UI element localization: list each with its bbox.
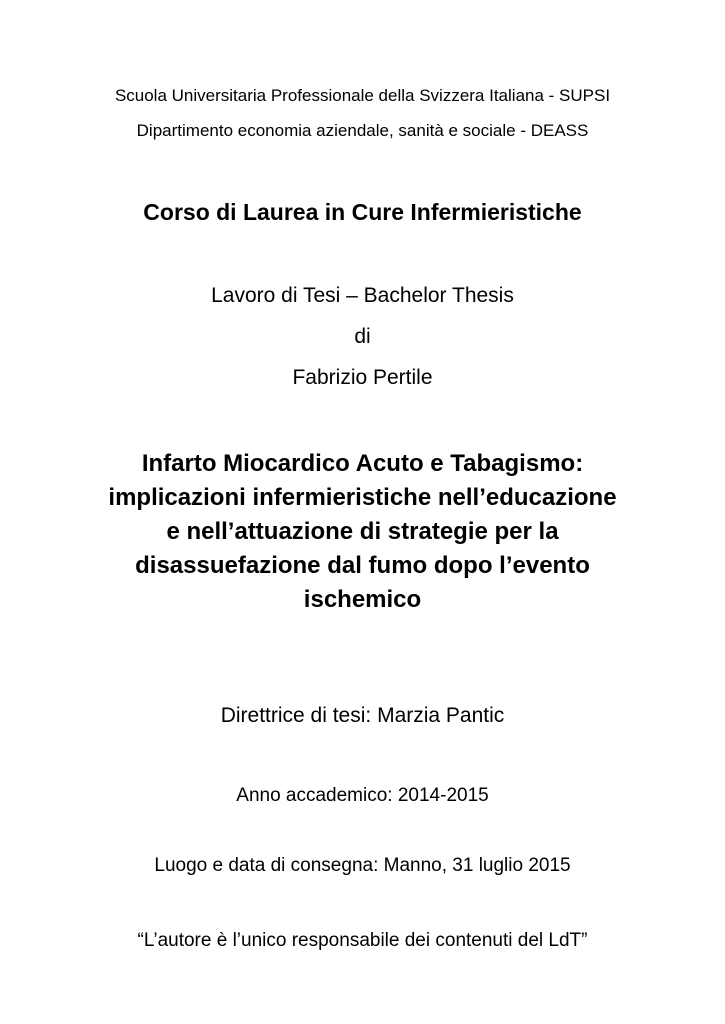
by-label: di [354, 325, 371, 348]
place-and-date: Luogo e data di consegna: Manno, 31 luglio 2015 [154, 855, 571, 876]
school-name: Scuola Universitaria Professionale della Svizzera Italiana - SUPSI [114, 86, 611, 105]
thesis-title [0, 447, 725, 617]
thesis-title-line: implicazioni infermieristiche nell’educazione [108, 484, 617, 511]
thesis-type: Lavoro di Tesi – Bachelor Thesis [211, 284, 514, 307]
department-name: Dipartimento economia aziendale, sanità e sociale - DEASS [136, 121, 589, 140]
course-title: Corso di Laurea in Cure Infermieristiche [143, 199, 582, 225]
thesis-title-line: e nell’attuazione di strategie per la [166, 518, 559, 545]
academic-year: Anno accademico: 2014-2015 [236, 785, 489, 806]
disclaimer: “L’autore è l’unico responsabile dei contenuti del LdT” [137, 930, 588, 951]
author-name: Fabrizio Pertile [292, 366, 433, 389]
supervisor: Direttrice di tesi: Marzia Pantic [220, 704, 505, 727]
thesis-title-line: disassuefazione dal fumo dopo l’evento [135, 552, 590, 579]
thesis-title-line: Infarto Miocardico Acuto e Tabagismo: [141, 450, 584, 477]
thesis-title-line: ischemico [303, 586, 422, 613]
